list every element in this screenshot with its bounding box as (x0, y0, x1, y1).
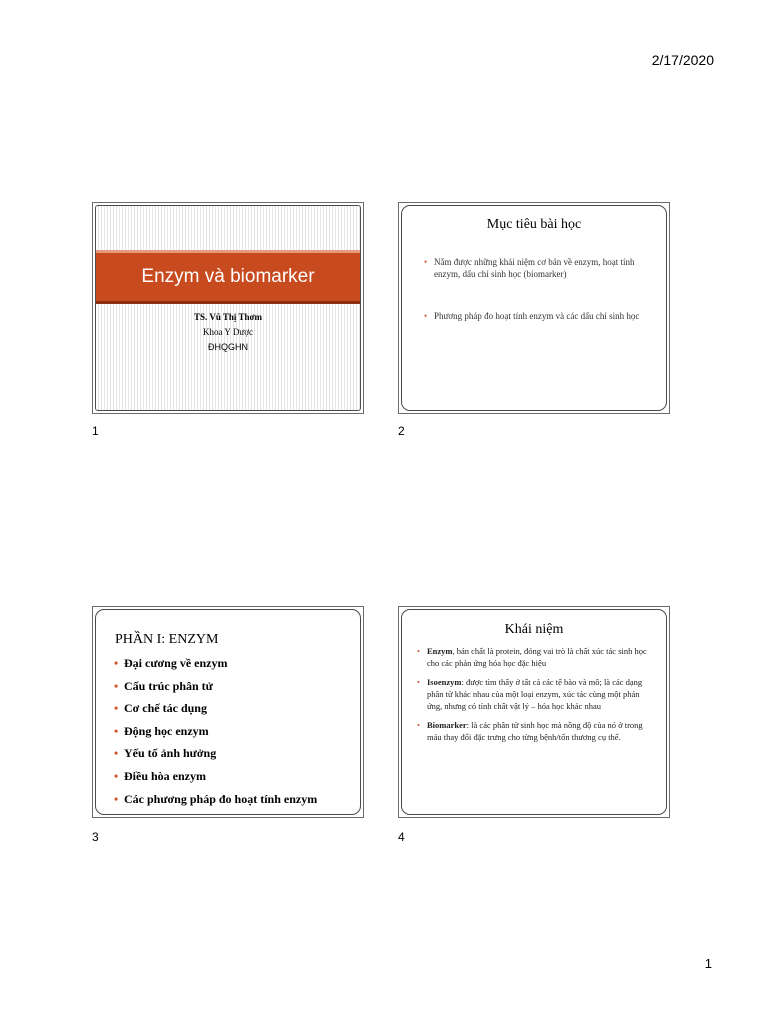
slide-1-title: Enzym và biomarker (141, 266, 315, 287)
slide-3-bullet-list (114, 656, 352, 814)
slide-1-frame (95, 205, 361, 411)
slide-1-author: TS. Vũ Thị Thơm (193, 312, 263, 322)
bullet-icon: • (114, 768, 119, 783)
slide-2-number: 2 (398, 424, 405, 438)
bullet-icon: • (417, 720, 420, 730)
list-item: • Enzym, bản chất là protein, đóng vai trò là chất xúc tác sinh học cho các phản ứng hóa học đặc hiệu (417, 646, 647, 668)
list-item: • Nắm được những khái niệm cơ bản về enzym, hoạt tính enzym, dấu chỉ sinh học (biomarker) (424, 257, 635, 279)
slide-4-frame (401, 609, 667, 815)
bullet-icon: • (417, 677, 420, 687)
bullet-icon: • (114, 791, 119, 806)
list-item: • Yếu tố ảnh hưởng (114, 746, 217, 761)
list-item: • Các phương pháp đo hoạt tính enzym (114, 791, 318, 806)
list-item: • Động học enzym (114, 723, 209, 738)
list-item: • Phương pháp đo hoạt tính enzym và các dấu chỉ sinh học (424, 311, 640, 321)
slide-1-author-block (96, 310, 360, 355)
bullet-icon: • (114, 656, 119, 670)
slide-1-thumbnail (92, 202, 364, 414)
slide-4-number: 4 (398, 830, 405, 844)
slide-3-frame (95, 609, 361, 815)
slide-2-thumbnail (398, 202, 670, 414)
bullet-icon: • (424, 257, 428, 267)
bullet-icon: • (417, 646, 420, 656)
slide-1-affiliation-1: Khoa Y Dược (203, 327, 253, 337)
list-item: • Điều hòa enzym (114, 768, 206, 783)
slide-3-title: PHẦN I: ENZYM (115, 632, 219, 647)
slide-3-number: 3 (92, 830, 99, 844)
list-item: • Isoenzym: được tìm thấy ở tất cả các tế bào và mô; là các dạng phân tử khác nhau của một loại enzym, xúc tác cùng một phản ứng, nhưng có tính chất vật lý – hóa học khác nhau (417, 677, 643, 711)
slide-4-bullet-list (417, 645, 652, 750)
list-item: • Biomarker: là các phân tử sinh học mà nồng độ của nó ở trong máu thay đổi đặc trưng cho từng bệnh/tổn thương cụ thể. (417, 720, 643, 742)
striped-background (96, 206, 360, 410)
slide-1-affiliation-2: ĐHQGHN (208, 342, 248, 352)
slide-2-bullet-list (424, 256, 648, 322)
slide-4-title: Khái niệm (504, 622, 564, 637)
slide-2-frame (401, 205, 667, 411)
list-item: • Cơ chế tác dụng (114, 701, 207, 716)
slide-1-title-band (96, 250, 360, 304)
slide-1-number: 1 (92, 424, 99, 438)
list-item: • Đại cương về enzym (114, 656, 228, 670)
slide-3-thumbnail (92, 606, 364, 818)
list-item: • Cấu trúc phân tử (114, 678, 213, 693)
bullet-icon: • (114, 723, 119, 738)
document-date: 2/17/2020 (651, 52, 714, 68)
page-number: 1 (704, 956, 712, 971)
bullet-icon: • (424, 311, 428, 321)
bullet-icon: • (114, 701, 119, 716)
bullet-icon: • (114, 678, 119, 693)
bullet-icon: • (114, 746, 119, 761)
slide-2-title: Mục tiêu bài học (486, 217, 582, 232)
slide-4-thumbnail (398, 606, 670, 818)
